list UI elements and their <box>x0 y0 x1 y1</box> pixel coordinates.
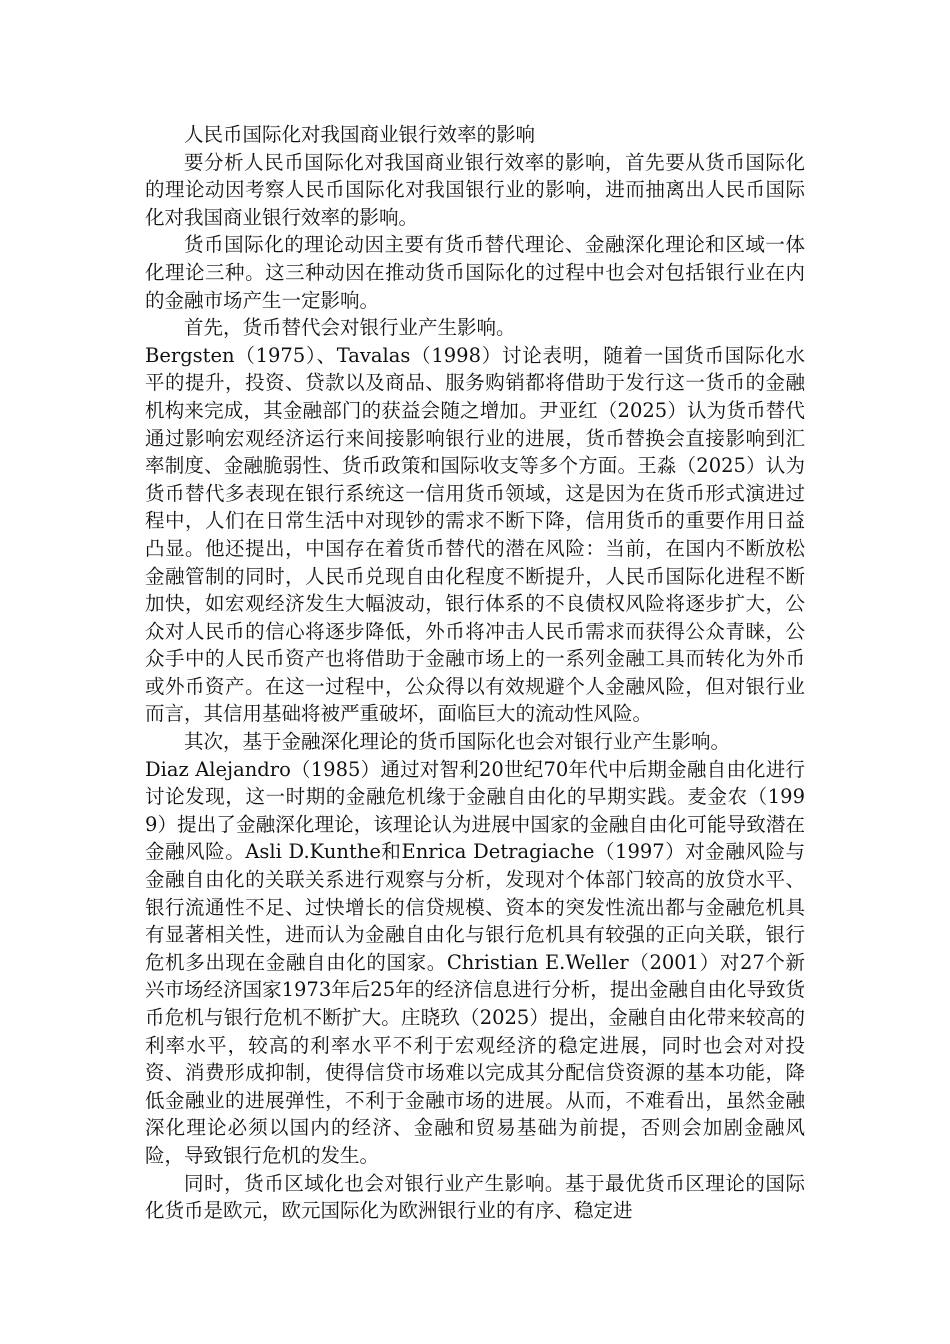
paragraph-intro: 要分析人民币国际化对我国商业银行效率的影响，首先要从货币国际化的理论动因考察人民币国际化对我国银行业的影响，进而抽离出人民币国际化对我国商业银行效率的影响。 <box>145 150 805 229</box>
paragraph-currency-substitution-heading: 首先，货币替代会对银行业产生影响。 <box>184 316 516 340</box>
paragraph-theory-drivers: 货币国际化的理论动因主要有货币替代理论、金融深化理论和区域一体化理论三种。这三种动因在推动货币国际化的过程中也会对包括银行业在内的金融市场产生一定影响。 <box>145 233 805 312</box>
document-title: 人民币国际化对我国商业银行效率的影响 <box>184 123 536 146</box>
paragraph-financial-deepening-body: Diaz Alejandro（1985）通过对智利20世纪70年代中后期金融自由化进行讨论发现，这一时期的金融危机缘于金融自由化的早期实践。麦金农（1999）提出了金融深化理论，该理论认为进展中国家的金融自由化可能导致潜在金融风险。Asli D.Kunthe和Enrica Detragiache（1997）对金融风险与金融自由化的关联关系进行观察与分析，发现对个体部门较高的放贷水平、银行流通性不足、过快增长的信贷规模、资本的突发性流出都与金融危机具有显著相关性，进而认为金融自由化与银行危机具有较强的正向关联，银行危机多出现在金融自由化的国家。Christian E.Weller（2001）对27个新兴市场经济国家1973年后25年的经济信息进行分析，提出金融自由化导致货币危机与银行危机不断扩大。庄晓玖（2025）提出，金融自由化带来较高的利率水平，较高的利率水平不利于宏观经济的稳定进展，同时也会对对投资、消费形成抑制，使得信贷市场难以完成其分配信贷资源的基本功能，降低金融业的进展弹性，不利于金融市场的进展。从而，不难看出，虽然金融深化理论必须以国内的经济、金融和贸易基础为前提，否则会加剧金融风险，导致银行危机的发生。 <box>145 757 805 1167</box>
paragraph-financial-deepening-heading: 其次，基于金融深化理论的货币国际化也会对银行业产生影响。 <box>184 730 731 754</box>
document-body <box>145 121 805 1225</box>
paragraph-regionalization: 同时，货币区域化也会对银行业产生影响。基于最优货币区理论的国际化货币是欧元，欧元国际化为欧洲银行业的有序、稳定进 <box>145 1171 805 1223</box>
paragraph-currency-substitution-body: Bergsten（1975）、Tavalas（1998）讨论表明，随着一国货币国际化水平的提升，投资、贷款以及商品、服务购销都将借助于发行这一货币的金融机构来完成，其金融部门的获益会随之增加。尹亚红（2025）认为货币替代通过影响宏观经济运行来间接影响银行业的进展，货币替换会直接影响到汇率制度、金融脆弱性、货币政策和国际收支等多个方面。王淼（2025）认为货币替代多表现在银行系统这一信用货币领域，这是因为在货币形式演进过程中，人们在日常生活中对现钞的需求不断下降，信用货币的重要作用日益凸显。他还提出，中国存在着货币替代的潜在风险：当前，在国内不断放松金融管制的同时，人民币兑现自由化程度不断提升，人民币国际化进程不断加快，如宏观经济发生大幅波动，银行体系的不良债权风险将逐步扩大，公众对人民币的信心将逐步降低，外币将冲击人民币需求而获得公众青睐，公众手中的人民币资产也将借助于金融市场上的一系列金融工具而转化为外币或外币资产。在这一过程中，公众得以有效规避个人金融风险，但对银行业而言，其信用基础将被严重破坏，面临巨大的流动性风险。 <box>145 343 805 726</box>
